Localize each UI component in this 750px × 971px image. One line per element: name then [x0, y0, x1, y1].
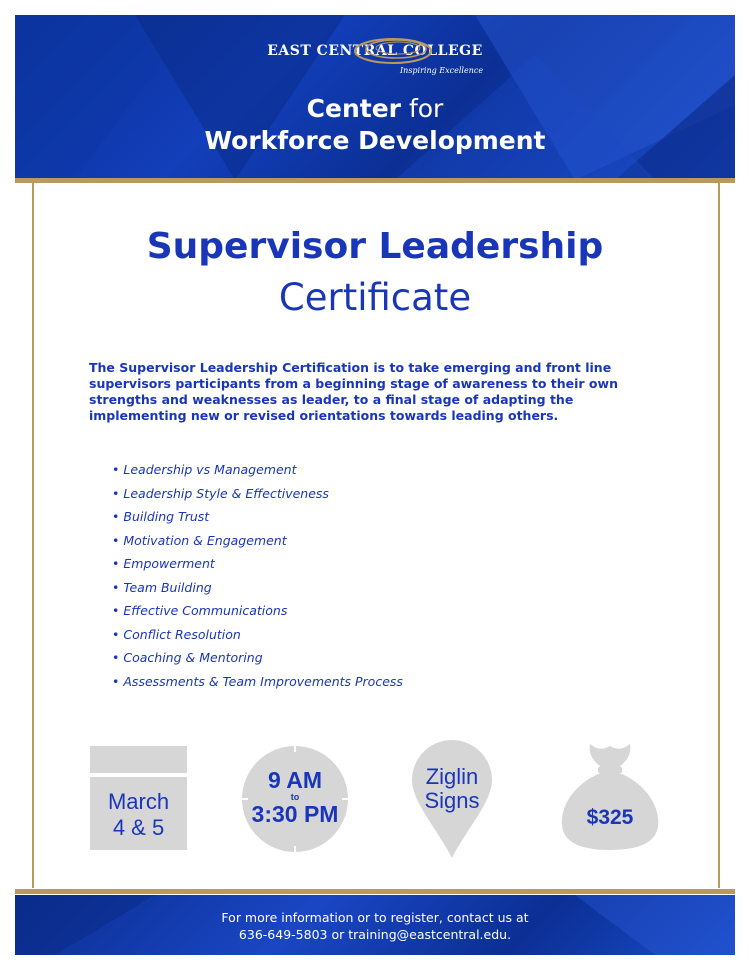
program-description: The Supervisor Leadership Certification is to take emerging and front line supervisors participants from a beginning stage of awareness to their own strengths and weaknesses as leader, to a final stage of adapting the implementing new or revised orientations towards leading others. — [89, 360, 618, 423]
list-item: • Conflict Resolution — [112, 626, 241, 642]
location-line2: Signs — [424, 788, 480, 813]
list-item: • Building Trust — [112, 509, 210, 524]
center-for: for — [408, 94, 444, 123]
footer-gold-divider — [15, 889, 735, 894]
time-to: to — [290, 792, 300, 802]
certificate-subtitle: Certificate — [278, 276, 472, 319]
time-end: 3:30 PM — [251, 801, 339, 827]
clock-icon — [242, 746, 348, 852]
college-name: EAST CENTRAL COLLEGE — [267, 43, 483, 59]
footer-banner — [15, 895, 735, 955]
contact-info — [15, 909, 735, 943]
time-start: 9 AM — [267, 767, 323, 793]
center-title — [15, 93, 735, 157]
location-text — [412, 765, 492, 813]
date-box — [90, 777, 187, 850]
date-month: March — [107, 789, 170, 814]
college-tagline: Inspiring Excellence — [400, 66, 484, 75]
list-item: • Leadership Style & Effectiveness — [112, 485, 329, 501]
certificate-title: Supervisor Leadership — [146, 226, 604, 267]
list-item: • Motivation & Engagement — [112, 532, 287, 548]
list-item: • Team Building — [112, 579, 212, 595]
date-days: 4 & 5 — [112, 815, 165, 840]
money-bag-icon — [560, 742, 660, 852]
price: $325 — [586, 806, 634, 829]
header-banner — [15, 15, 735, 180]
list-item: • Empowerment — [112, 556, 215, 571]
contact-line1: For more information or to register, contact us at — [221, 910, 529, 925]
contact-line2: 636-649-5803 or training@eastcentral.edu. — [238, 927, 512, 942]
list-item: • Effective Communications — [112, 603, 288, 618]
college-logo — [15, 43, 735, 75]
list-item: • Leadership vs Management — [112, 462, 297, 477]
logo-swoosh-icon — [348, 33, 438, 67]
location-line1: Ziglin — [425, 764, 479, 789]
calendar-icon — [90, 746, 187, 773]
center-line2: Workforce Development — [204, 126, 546, 155]
clock-ticks — [242, 746, 348, 852]
list-item: • Coaching & Mentoring — [112, 650, 263, 665]
center-word: Center — [306, 94, 401, 123]
topics-list — [112, 462, 403, 697]
list-item: • Assessments & Team Improvements Process — [112, 673, 403, 689]
